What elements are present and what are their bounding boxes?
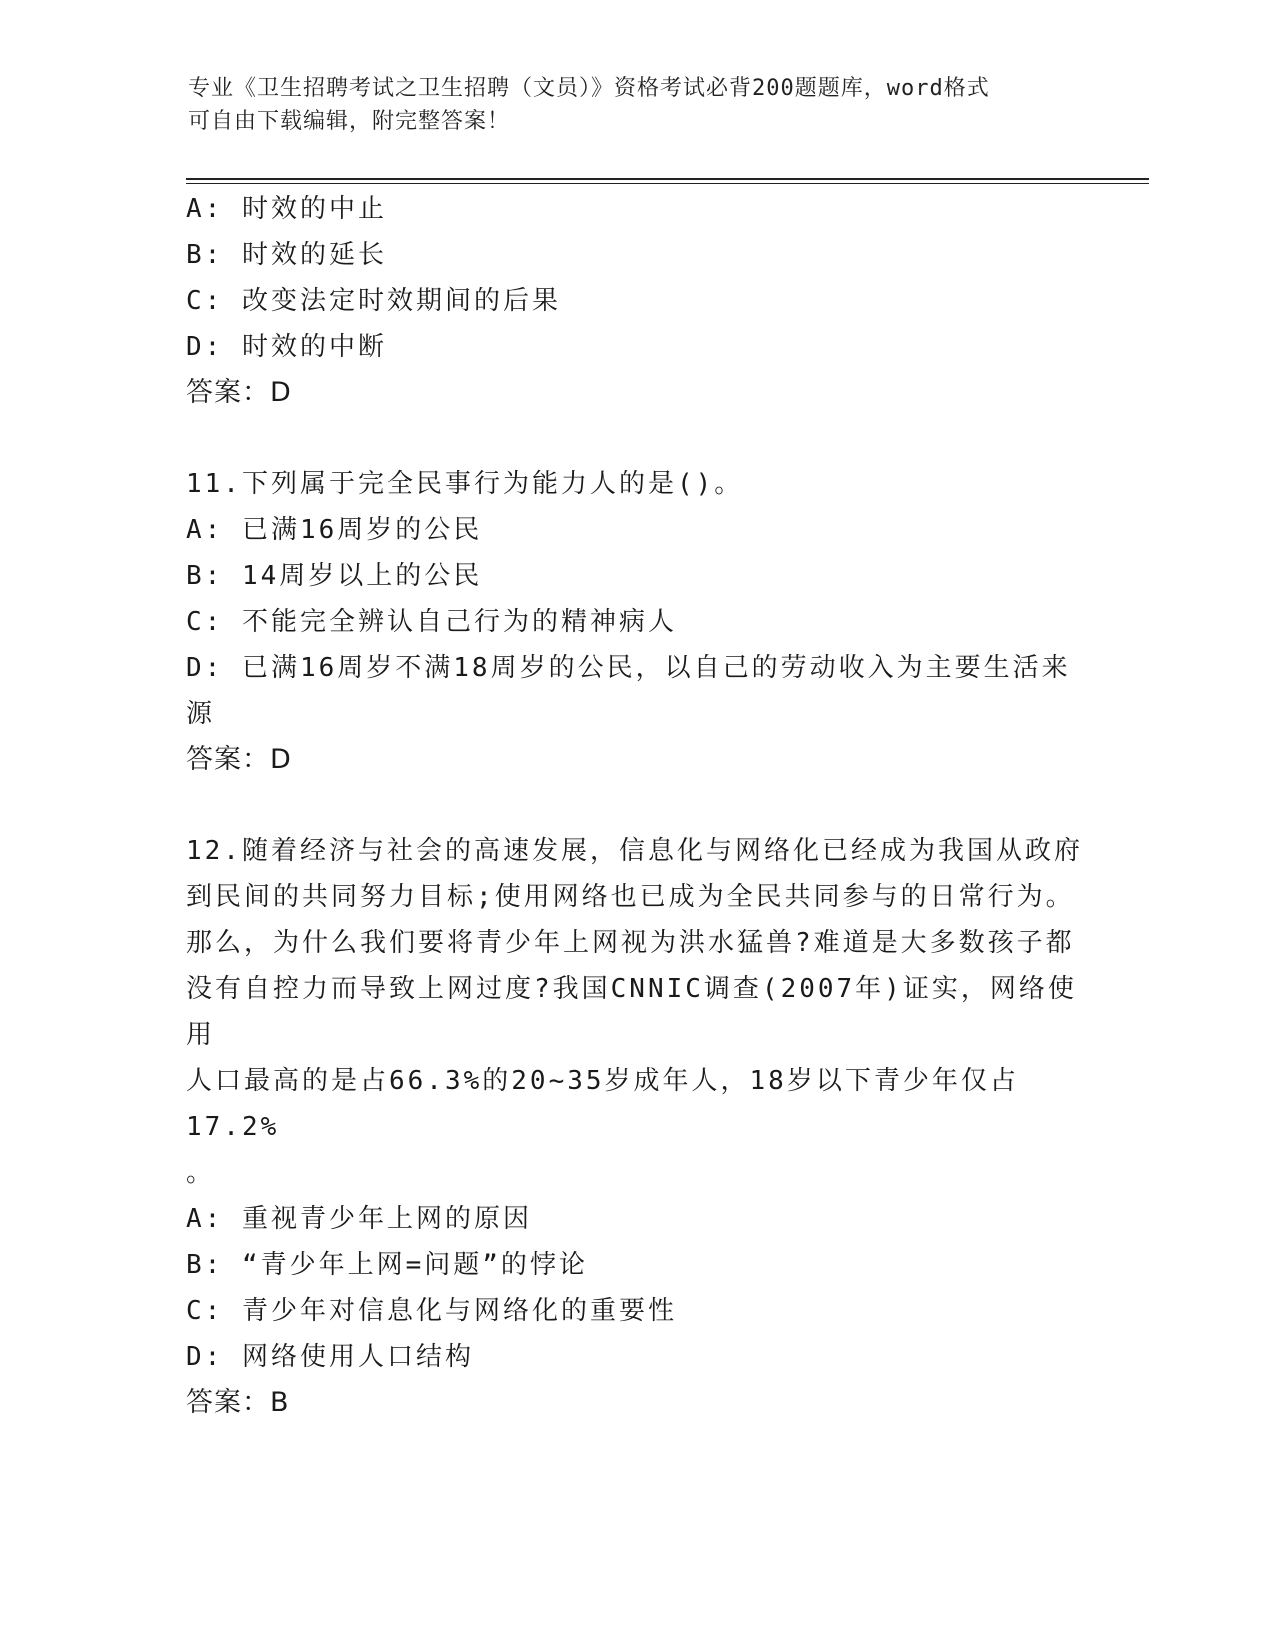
option-d: D: 时效的中断 xyxy=(186,332,387,362)
answer: 答案：D xyxy=(186,377,292,408)
document-body xyxy=(186,186,1086,1426)
question-text-line: 没有自控力而导致上网过度?我国CNNIC调查(2007年)证实，网络使用 xyxy=(186,974,1077,1050)
question-11 xyxy=(186,461,1086,783)
option-d: D: 网络使用人口结构 xyxy=(186,1342,474,1372)
header-rule-thick xyxy=(186,178,1149,180)
question-text-line: 到民间的共同努力目标;使用网络也已成为全民共同参与的日常行为。 xyxy=(186,882,1075,912)
header-line-1: 专业《卫生招聘考试之卫生招聘（文员）》资格考试必背200题题库，word格式 xyxy=(188,76,990,101)
header-rule-thin xyxy=(186,183,1149,184)
answer: 答案：B xyxy=(186,1387,290,1418)
option-c: C: 青少年对信息化与网络化的重要性 xyxy=(186,1296,677,1326)
option-d-continuation: 源 xyxy=(186,699,216,729)
option-c: C: 改变法定时效期间的后果 xyxy=(186,286,561,316)
option-a: A: 已满16周岁的公民 xyxy=(186,515,483,545)
question-10 xyxy=(186,186,1086,416)
option-b: B: “青少年上网=问题”的悖论 xyxy=(186,1250,588,1280)
question-12 xyxy=(186,828,1086,1426)
spacer xyxy=(186,783,1086,828)
question-text: 11.下列属于完全民事行为能力人的是()。 xyxy=(186,469,744,499)
option-b: B: 14周岁以上的公民 xyxy=(186,561,483,591)
option-a: A: 重视青少年上网的原因 xyxy=(186,1204,532,1234)
option-b: B: 时效的延长 xyxy=(186,240,387,270)
question-text-line: 那么，为什么我们要将青少年上网视为洪水猛兽?难道是大多数孩子都 xyxy=(186,928,1075,958)
answer: 答案：D xyxy=(186,744,292,775)
question-text-line: 人口最高的是占66.3%的20~35岁成年人，18岁以下青少年仅占17.2% xyxy=(186,1066,1019,1142)
option-a: A: 时效的中止 xyxy=(186,194,387,224)
question-text-line: 。 xyxy=(186,1158,216,1188)
document-header xyxy=(188,72,1088,138)
option-d: D: 已满16周岁不满18周岁的公民，以自己的劳动收入为主要生活来 xyxy=(186,653,1071,683)
header-line-2: 可自由下载编辑，附完整答案！ xyxy=(188,109,511,134)
spacer xyxy=(186,416,1086,461)
question-text-line: 12.随着经济与社会的高速发展，信息化与网络化已经成为我国从政府 xyxy=(186,836,1083,866)
option-c: C: 不能完全辨认自己行为的精神病人 xyxy=(186,607,677,637)
